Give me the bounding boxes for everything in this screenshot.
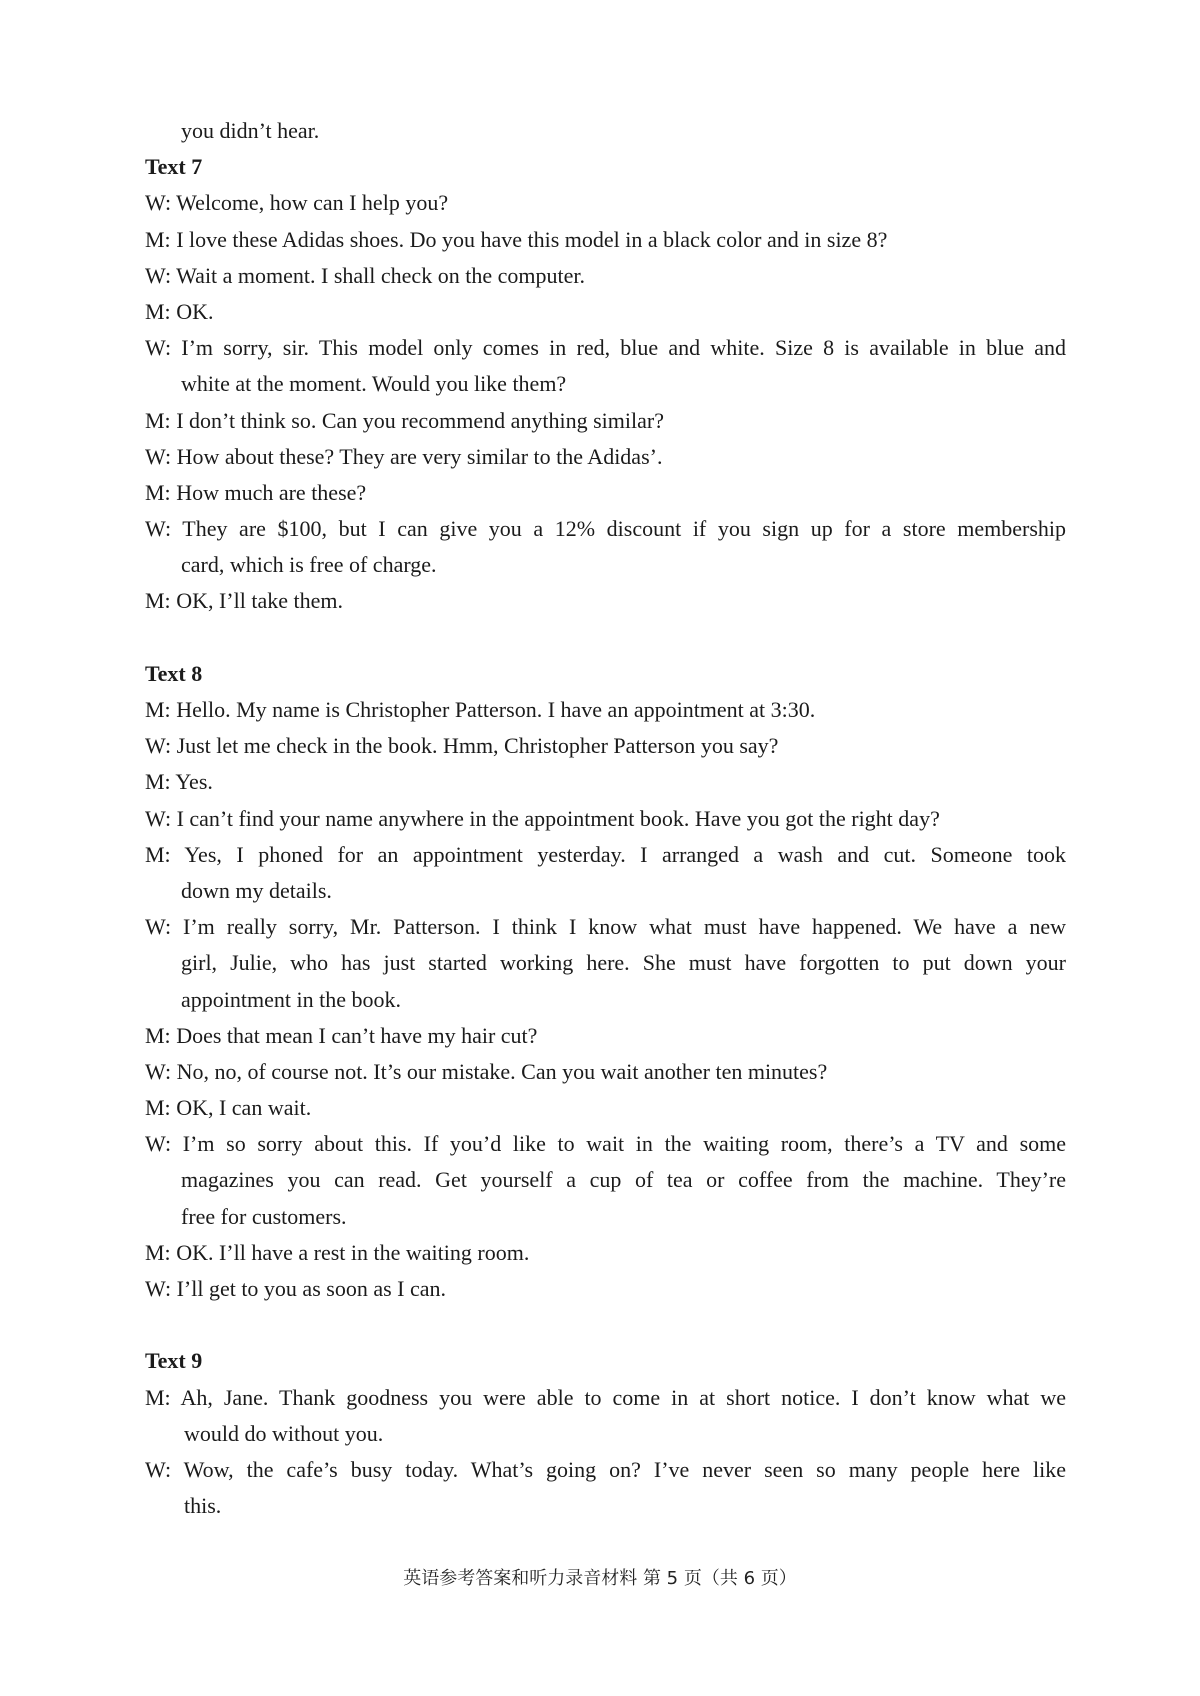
speaker-label: W: xyxy=(145,1276,172,1301)
line-text: Hello. My name is Christopher Patterson. I have an appointment at 3:30. xyxy=(176,697,816,722)
dialogue-line xyxy=(145,185,1066,221)
continuation-line: you didn’t hear. xyxy=(181,118,320,143)
line-text: Just let me check in the book. Hmm, Christopher Patterson you say? xyxy=(176,733,779,759)
line-text: Wow, the cafe’s busy today. What’s going on? I’ve never seen so many people here like xyxy=(183,1456,1066,1482)
speaker-label: M: xyxy=(145,479,171,505)
line-text: OK. I’ll have a rest in the waiting room. xyxy=(176,1239,530,1265)
speaker-label: M: xyxy=(145,1239,171,1265)
line-text: I don’t think so. Can you recommend anything similar? xyxy=(176,407,664,433)
speaker-label: W: xyxy=(145,443,172,469)
line-text: I’ll get to you as soon as I can. xyxy=(176,1276,446,1301)
dialogue-line xyxy=(145,1126,1066,1162)
speaker-label: W: xyxy=(145,190,172,216)
speaker-label: W: xyxy=(145,805,172,831)
dialogue-line xyxy=(145,1090,1066,1126)
speaker-label: W: xyxy=(145,914,172,940)
dialogue-line xyxy=(145,837,1066,873)
line-text: Yes, I phoned for an appointment yesterday. I arranged a wash and cut. Someone took xyxy=(184,841,1067,867)
speaker-label: M: xyxy=(145,298,171,324)
speaker-label: W: xyxy=(145,516,172,542)
continuation-line: appointment in the book. xyxy=(181,986,401,1012)
continuation-line: would do without you. xyxy=(184,1420,384,1446)
dialogue-line xyxy=(145,258,1066,294)
dialogue-line xyxy=(145,511,1066,547)
line-text: I’m really sorry, Mr. Patterson. I think I know what must have happened. We have a new xyxy=(183,914,1067,940)
continuation-line: card, which is free of charge. xyxy=(181,552,437,578)
dialogue-line xyxy=(145,1054,1066,1090)
line-text: OK, I can wait. xyxy=(176,1095,312,1121)
dialogue-line xyxy=(145,439,1066,475)
dialogue-line xyxy=(145,1235,1066,1271)
speaker-label: M: xyxy=(145,1095,171,1121)
dialogue-line xyxy=(145,1271,1066,1307)
page-footer: 英语参考答案和听力录音材料 第 5 页（共 6 页） xyxy=(403,1568,797,1589)
dialogue-line xyxy=(145,330,1066,366)
continuation-line: girl, Julie, who has just started working here. She must have forgotten to put down your xyxy=(181,950,1066,976)
dialogue-line xyxy=(145,222,1066,258)
speaker-label: M: xyxy=(145,1022,171,1048)
dialogue-line xyxy=(145,1452,1066,1488)
speaker-label: M: xyxy=(145,1384,171,1410)
dialogue-line xyxy=(145,692,1066,728)
dialogue-line xyxy=(145,294,1066,330)
line-text: Yes. xyxy=(175,769,213,795)
speaker-label: M: xyxy=(145,841,171,867)
line-text: They are $100, but I can give you a 12% discount if you sign up for a store membership xyxy=(182,516,1067,542)
speaker-label: W: xyxy=(145,1058,172,1084)
continuation-line: magazines you can read. Get yourself a cup of tea or coffee from the machine. They’re xyxy=(181,1167,1066,1193)
dialogue-line xyxy=(145,475,1066,511)
line-text: How much are these? xyxy=(176,479,367,505)
line-text: Wait a moment. I shall check on the computer. xyxy=(176,262,585,288)
line-text: OK, I’ll take them. xyxy=(176,588,343,614)
line-text: I can’t find your name anywhere in the appointment book. Have you got the right day? xyxy=(176,805,940,831)
line-text: Ah, Jane. Thank goodness you were able to come in at short notice. I don’t know what we xyxy=(180,1384,1066,1410)
speaker-label: M: xyxy=(145,226,171,252)
line-text: No, no, of course not. It’s our mistake. Can you wait another ten minutes? xyxy=(176,1058,828,1084)
dialogue-line xyxy=(145,1018,1066,1054)
speaker-label: M: xyxy=(145,769,171,795)
speaker-label: M: xyxy=(145,407,171,433)
speaker-label: W: xyxy=(145,335,172,361)
speaker-label: W: xyxy=(145,1456,172,1482)
dialogue-line xyxy=(145,909,1066,945)
continuation-line: down my details. xyxy=(181,877,332,903)
transcript-body xyxy=(145,113,1066,1524)
speaker-label: W: xyxy=(145,1131,172,1157)
section-heading: Text 7 xyxy=(145,154,203,180)
line-text: OK. xyxy=(176,298,214,324)
line-text: How about these? They are very similar to the Adidas’. xyxy=(176,443,663,469)
section-heading: Text 9 xyxy=(145,1348,203,1374)
continuation-line: this. xyxy=(184,1493,222,1519)
dialogue-line xyxy=(145,764,1066,800)
line-text: I love these Adidas shoes. Do you have this model in a black color and in size 8? xyxy=(176,226,888,252)
speaker-label: M: xyxy=(145,588,171,614)
line-text: I’m so sorry about this. If you’d like to wait in the waiting room, there’s a TV and some xyxy=(182,1131,1067,1157)
speaker-label: W: xyxy=(145,262,172,288)
dialogue-line xyxy=(145,728,1066,764)
dialogue-line xyxy=(145,801,1066,837)
dialogue-line xyxy=(145,583,1066,619)
dialogue-line xyxy=(145,1380,1066,1416)
line-text: Does that mean I can’t have my hair cut? xyxy=(176,1022,538,1048)
speaker-label: M: xyxy=(145,697,171,722)
continuation-line: free for customers. xyxy=(181,1203,347,1229)
section-heading: Text 8 xyxy=(145,660,203,686)
speaker-label: W: xyxy=(145,733,172,759)
dialogue-line xyxy=(145,403,1066,439)
continuation-line: white at the moment. Would you like them? xyxy=(181,371,567,397)
line-text: Welcome, how can I help you? xyxy=(176,190,449,216)
line-text: I’m sorry, sir. This model only comes in red, blue and white. Size 8 is available in blue and xyxy=(181,335,1066,361)
